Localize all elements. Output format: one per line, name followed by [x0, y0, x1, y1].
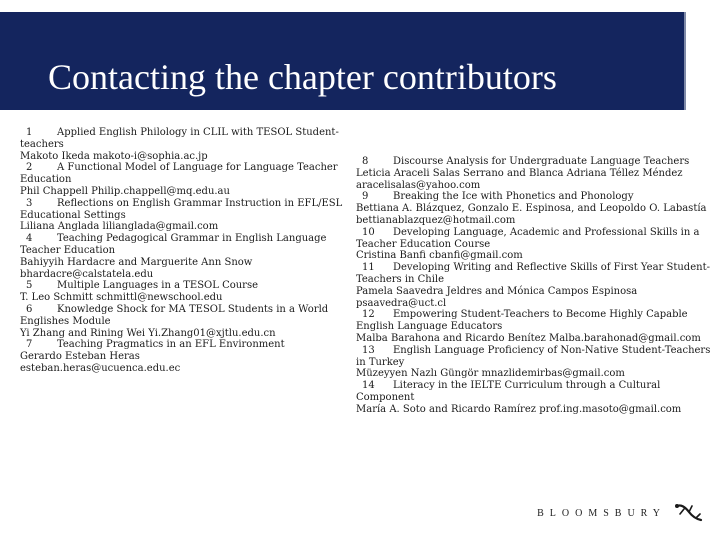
chapter-title: Developing Language, Academic and Professional Skills in a Teacher Education Course: [356, 226, 700, 250]
contributor-contact: Cristina Banfi cbanfi@gmail.com: [356, 250, 523, 262]
chapter-title: Literacy in the IELTE Curriculum through a Cultural Component: [356, 380, 661, 403]
contributors-list-right: [356, 156, 716, 416]
chapter-title: Teaching Pragmatics in an EFL Environment: [57, 339, 285, 351]
chapter-title: Empowering Student-Teachers to Become Highly Capable English Language Educators: [356, 309, 688, 333]
chapter-entry: [20, 280, 360, 304]
contributor-contact: Malba Barahona and Ricardo Benítez Malba.barahonad@gmail.com: [356, 332, 701, 344]
chapter-number: 2: [26, 162, 33, 174]
chapter-number: 9: [362, 191, 369, 203]
chapter-title: Breaking the Ice with Phonetics and Phonology: [393, 191, 634, 203]
chapter-entry: [20, 233, 360, 280]
contributor-contact: Makoto Ikeda makoto-i@sophia.ac.jp: [20, 150, 208, 162]
chapter-number: 1: [26, 127, 33, 138]
chapter-number: 7: [26, 339, 33, 351]
chapter-title: Applied English Philology in CLIL with TESOL Student-teachers: [20, 127, 339, 150]
chapter-title: Knowledge Shock for MA TESOL Students in a World Englishes Module: [20, 303, 329, 327]
logo-wordmark: BLOOMSBURY: [537, 507, 666, 519]
chapter-entry: [356, 191, 716, 226]
title-banner: [0, 12, 686, 110]
chapter-number: 5: [26, 280, 33, 292]
contributor-contact: Gerardo Esteban Heras: [20, 351, 140, 363]
chapter-entry: [356, 227, 716, 262]
chapter-entry: [356, 309, 716, 344]
publisher-logo: [537, 500, 704, 526]
chapter-title: A Functional Model of Language for Language Teacher Education: [20, 162, 338, 186]
contributor-contact: T. Leo Schmitt schmittl@newschool.edu: [20, 292, 223, 304]
contributor-contact: Yi Zhang and Rining Wei Yi.Zhang01@xjtlu.edu.cn: [20, 327, 276, 339]
chapter-number: 6: [26, 303, 33, 315]
chapter-number: 13: [362, 344, 375, 356]
chapter-entry: [356, 156, 716, 191]
chapter-title: Multiple Languages in a TESOL Course: [57, 280, 259, 292]
chapter-entry: [356, 262, 716, 309]
contributors-list-left: [20, 127, 360, 375]
chapter-title: Developing Writing and Reflective Skills of First Year Student-Teachers in Chile: [356, 262, 710, 285]
contributor-contact: Bahiyyih Hardacre and Marguerite Ann Snow bhardacre@calstatela.edu: [20, 256, 253, 280]
chapter-number: 3: [26, 197, 33, 209]
contributor-contact: Liliana Anglada lilianglada@gmail.com: [20, 221, 219, 233]
chapter-entry: [20, 339, 360, 374]
chapter-number: 10: [362, 226, 375, 238]
chapter-title: Reflections on English Grammar Instruction in EFL/ESL Educational Settings: [20, 197, 343, 221]
chapter-entry: [356, 345, 716, 380]
chapter-title: Teaching Pedagogical Grammar in English Language Teacher Education: [20, 233, 327, 256]
contributor-contact: Müzeyyen Nazlı Güngör mnazlidemirbas@gmail.com: [356, 368, 625, 380]
chapter-entry: [20, 127, 360, 162]
chapter-number: 11: [362, 262, 375, 274]
contributor-contact: Bettiana A. Blázquez, Gonzalo E. Espinosa, and Leopoldo O. Labastía: [356, 203, 707, 215]
chapter-number: 14: [362, 380, 375, 392]
chapter-entry: [20, 198, 360, 233]
contributor-contact: Phil Chappell Philip.chappell@mq.edu.au: [20, 185, 230, 197]
chapter-entry: [20, 162, 360, 197]
slide-title: Contacting the chapter contributors: [48, 57, 557, 97]
contributor-contact: psaavedra@uct.cl: [356, 297, 447, 309]
contributor-contact: bettianablazquez@hotmail.com: [356, 214, 516, 226]
chapter-title: English Language Proficiency of Non-Native Student-Teachers in Turkey: [356, 344, 711, 368]
chapter-number: 12: [362, 309, 375, 321]
chapter-entry: [20, 304, 360, 339]
contributor-contact: esteban.heras@ucuenca.edu.ec: [20, 362, 181, 374]
contributor-contact: María A. Soto and Ricardo Ramírez prof.ing.masoto@gmail.com: [356, 403, 682, 415]
chapter-number: 8: [362, 156, 369, 167]
contributor-contact: Leticia Araceli Salas Serrano and Blanca Adriana Téllez Méndez: [356, 167, 683, 179]
chapter-entry: [356, 380, 716, 415]
chapter-number: 4: [26, 233, 33, 245]
contributor-contact: aracelisalas@yahoo.com: [356, 179, 481, 191]
contributor-contact: Pamela Saavedra Jeldres and Mónica Campos Espinosa: [356, 285, 638, 297]
chapter-title: Discourse Analysis for Undergraduate Language Teachers: [393, 156, 690, 167]
diving-figure-icon: [674, 500, 704, 526]
